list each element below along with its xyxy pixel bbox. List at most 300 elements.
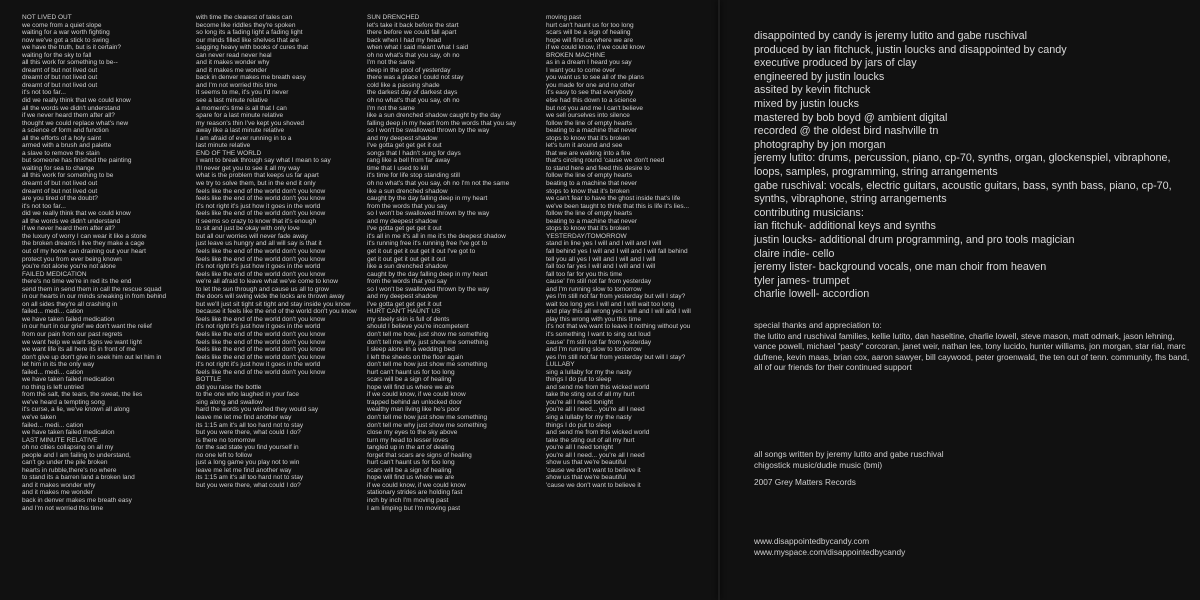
lyric-line: we're all afraid to leave what we've come to know xyxy=(196,278,338,286)
credit-line: mastered by bob boyd @ ambient digital xyxy=(754,111,948,124)
lyric-line: and send me from this wicked world xyxy=(546,429,650,437)
lyric-line: forget that scars are signs of healing xyxy=(367,451,472,459)
credit-line: gabe ruschival: vocals, electric guitars, acoustic guitars, bass, synth bass, piano, cp-70, synths, vibraphone, string arrangements xyxy=(754,179,1172,206)
lyric-line: so I won't be swallowed thrown by the way xyxy=(367,210,490,218)
lyric-line: dreamt of but not lived out xyxy=(22,187,98,195)
lyric-line: in our hurt in our grief we don't want the relief xyxy=(22,323,152,331)
lyric-line: with time the clearest of tales can xyxy=(196,14,293,21)
lyric-line: oh no what's that you say, oh no xyxy=(367,97,460,105)
credit-line: executive produced by jars of clay xyxy=(754,57,917,70)
lyric-line: from the salt, the tears, the sweat, the lies xyxy=(22,391,143,399)
lyric-line: don't tell me how, just show me something xyxy=(367,330,489,338)
lyric-line: failed... medi... cation xyxy=(22,308,84,316)
lyric-line: and I'm not worried this time xyxy=(22,504,104,512)
lyric-line: it's something I want to sing out loud xyxy=(546,330,651,338)
lyric-line: it's not right it's just how it goes in the world xyxy=(196,323,321,331)
lyric-line: back when I had my head xyxy=(367,36,442,44)
songwriting-credits xyxy=(754,449,1194,488)
lyric-line: it's easy to see that everybody xyxy=(546,89,634,97)
lyric-line: to stand here and feed this desire to xyxy=(546,164,650,172)
lyric-line: sagging heavy with books of cures that xyxy=(196,44,309,52)
song-last-minute-relative-continued xyxy=(196,14,374,150)
song-hurt-cant-haunt-us xyxy=(367,308,545,512)
lyric-line: play this wrong with you this time xyxy=(546,315,642,323)
lyric-line: inch by inch I'm moving past xyxy=(367,497,449,504)
lyric-line: let's take it back before the start xyxy=(367,21,459,29)
lyric-line: it's time for life stop standing still xyxy=(367,172,460,180)
lyric-line: I'm not the same xyxy=(367,104,415,112)
lyric-line: leave me let me find another way xyxy=(196,466,292,474)
lyric-line: feels like the end of the world don't you know xyxy=(196,270,326,278)
lyric-line: stops to know that it's broken xyxy=(546,134,630,142)
lyric-line: leave me let me find another way xyxy=(196,413,292,421)
lyric-line: feels like the end of the world don't you know xyxy=(196,187,326,195)
song-sun-drenched xyxy=(367,14,545,308)
lyric-line: hard the words you wished they would say xyxy=(196,406,319,414)
credit-line: assited by kevin fitchuck xyxy=(754,84,871,97)
lyric-line: a science of form and function xyxy=(22,127,109,135)
lyric-line: when what I said meant what I said xyxy=(367,44,469,52)
lyric-line: we come from a quiet slope xyxy=(22,21,102,29)
lyric-line: I am afraid of ever running in to a xyxy=(196,134,292,142)
lyric-line: there before we could fall apart xyxy=(367,29,457,37)
lyric-line: like a sun drenched shadow caught by the day xyxy=(367,112,501,120)
song-lullaby xyxy=(546,361,724,489)
credit-line: disappointed by candy is jeremy lutito and gabe ruschival xyxy=(754,30,1028,42)
lyric-line: it's not right it's just how it goes in the world xyxy=(196,361,321,369)
song-failed-medication xyxy=(22,271,200,437)
lyric-line: if we could know, if we could know xyxy=(367,481,466,489)
lyric-line: so I won't be swallowed thrown by the way xyxy=(367,127,490,135)
lyric-line: stops to know that it's broken xyxy=(546,225,630,233)
lyric-line: we sell ourselves into silence xyxy=(546,112,630,120)
credit-line: recorded @ the oldest bird nashville tn xyxy=(754,125,939,138)
lyric-line: feels like the end of the world don't you know xyxy=(196,338,326,346)
myspace-link[interactable]: www.myspace.com/disappointedbycandy xyxy=(754,546,906,557)
lyric-line: feels like the end of the world don't you know xyxy=(196,353,326,361)
lyric-line: our minds filled like shelves that are xyxy=(196,36,299,44)
song-title: LULLABY xyxy=(546,361,575,369)
website-link[interactable]: www.disappointedbycandy.com xyxy=(754,536,870,546)
lyric-line: beating to a machine that never xyxy=(546,180,638,188)
lyric-line: failed... medi... cation xyxy=(22,421,84,429)
lyric-line: oh no what's that you say, oh no xyxy=(367,51,460,59)
lyric-line: rang like a bell from far away xyxy=(367,157,451,165)
writers-line: all songs written by jeremy lutito and gabe ruschival xyxy=(754,449,944,459)
lyric-line: hurt can't haunt us for too long xyxy=(546,21,634,29)
lyric-line: all this work for something to be-- xyxy=(22,59,118,67)
lyric-line: there's no time we're in red its the end xyxy=(22,278,132,286)
lyric-line: stand in line yes I will and I will and I will xyxy=(546,240,662,248)
lyric-line: take the sting out of all my hurt xyxy=(546,391,635,399)
song-title: BOTTLE xyxy=(196,376,222,384)
lyric-line: we have taken failed medication xyxy=(22,315,115,323)
lyric-line: from our pain from our past regrets xyxy=(22,330,123,338)
lyric-line: we've heard a tempting song xyxy=(22,398,105,406)
lyric-line: and I'm running slow to tomorrow xyxy=(546,285,642,293)
lyric-line: in our hearts in our minds sneaking in from behind xyxy=(22,293,167,301)
lyric-line: waiting for sea to change xyxy=(22,164,95,172)
lyric-line: back in denver makes me breath easy xyxy=(22,497,132,504)
lyric-line: I am limping but I'm moving past xyxy=(367,504,460,512)
lyric-line: but you were there, what could I do? xyxy=(196,481,301,489)
lyric-line: it's not too far... xyxy=(22,202,66,210)
lyric-line: are you tired of the doubt? xyxy=(22,195,98,203)
lyric-line: just a long game you play not to win xyxy=(196,459,300,467)
lyric-line: yes I'm still not far from yesterday but will I stay? xyxy=(546,293,686,301)
lyric-line: the darkest day of darkest days xyxy=(367,89,458,97)
lyric-line: it seems so crazy to know that it's enough xyxy=(196,217,317,225)
credit-line: mixed by justin loucks xyxy=(754,97,860,110)
lyric-line: but not you and me I can't believe xyxy=(546,104,643,112)
lyric-line: cause' I'm still not far from yesterday xyxy=(546,338,652,346)
lyric-line: stationary strides are holding fast xyxy=(367,489,463,497)
thanks-heading: special thanks and appreciation to: xyxy=(754,320,882,330)
lyric-line: turn my head to lesser loves xyxy=(367,436,449,444)
lyric-line: and I'm not worried this time xyxy=(196,81,278,89)
lyric-line: become like riddles they're spoken xyxy=(196,21,296,29)
lyric-line: what is the problem that keeps us far apart xyxy=(196,172,319,180)
lyric-line: I left the sheets on the floor again xyxy=(367,353,464,361)
lyric-line: just leave us hungry and all will say is that it xyxy=(196,240,322,248)
lyric-line: caught by the day falling deep in my heart xyxy=(367,270,488,278)
lyric-line: and play this all wrong yes I will and I will and I will xyxy=(546,308,691,316)
lyric-line: and it makes wonder why xyxy=(22,481,96,489)
lyric-line: I've gotta get get get it out xyxy=(367,142,442,150)
lyric-line: let him in its the only way xyxy=(22,361,95,369)
lyric-line: waiting for a war worth fighting xyxy=(22,29,110,37)
credit-line: photography by jon morgan xyxy=(754,138,886,151)
lyric-line: hope will find us where we are xyxy=(367,383,455,391)
lyric-line: we have the truth, but is it certain? xyxy=(22,44,121,52)
lyric-line: fall too far for you this time xyxy=(546,270,623,278)
publisher-line: chigostick music/dudie music (bmi) xyxy=(754,459,883,470)
lyric-line: it's not too far... xyxy=(22,89,66,97)
song-bottle xyxy=(196,376,374,489)
lyric-line: we want life its all here its in front of me xyxy=(22,346,136,354)
lyric-line: if we could know, if we could know xyxy=(367,391,466,399)
lyric-line: stops to know that it's broken xyxy=(546,187,630,195)
lyric-line: caught by the day falling deep in my heart xyxy=(367,195,488,203)
album-credits xyxy=(754,30,1194,302)
lyric-line: and it makes me wonder xyxy=(196,66,267,74)
lyric-line: I'm not the same xyxy=(367,59,415,67)
lyric-line: and it makes wonder why xyxy=(196,59,270,67)
song-title: LAST MINUTE RELATIVE xyxy=(22,436,98,444)
lyric-line: can't go under the pile broken xyxy=(22,459,108,467)
lyric-line: for the sad state you find yourself in xyxy=(196,444,299,452)
lyric-line: failed... medi... cation xyxy=(22,368,84,376)
lyric-line: follow the line of empty hearts xyxy=(546,210,632,218)
lyric-line: back in denver makes me breath easy xyxy=(196,74,306,82)
lyric-line: is there no tomorrow xyxy=(196,436,256,444)
lyric-line: feels like the end of the world don't you know xyxy=(196,330,326,338)
lyric-line: to let the sun through and cause us all to grow xyxy=(196,285,329,293)
lyric-line: you made for one and no other xyxy=(546,81,635,89)
lyric-line: a slave to remove the stain xyxy=(22,149,100,157)
song-not-lived-out xyxy=(22,14,200,271)
song-title: FAILED MEDICATION xyxy=(22,270,87,278)
lyric-line: but you were there, what could I do? xyxy=(196,429,301,437)
credit-line: ian fitchuk- additional keys and synths xyxy=(754,220,936,233)
lyric-line: feels like the end of the world don't you know xyxy=(196,368,326,376)
lyric-line: we've been taught to think that this is life it's lies... xyxy=(546,202,690,210)
lyric-line: see a last minute relative xyxy=(196,97,268,105)
lyric-line: we've taken xyxy=(22,413,57,421)
lyric-line: trapped behind an unlocked door xyxy=(367,398,463,406)
lyric-line: and my deepest shadow xyxy=(367,293,438,301)
lyric-line: sing along and swallow xyxy=(196,398,263,406)
lyric-line: and I'm running slow to tomorrow xyxy=(546,346,642,354)
lyric-line: all the efforts of a holy saint xyxy=(22,134,102,142)
lyric-line: my steely skin is full of dents xyxy=(367,315,450,323)
lyric-line: falling deep in my heart from the words that you say xyxy=(367,119,516,127)
lyric-line: you're all I need... you're all I need xyxy=(546,451,645,459)
lyric-line: did we really think that we could know xyxy=(22,210,131,218)
lyric-line: the luxury of worry I can wear it like a stone xyxy=(22,232,147,240)
website-links xyxy=(754,536,1194,557)
lyric-line: feels like the end of the world don't you know xyxy=(196,247,326,255)
song-last-minute-relative xyxy=(22,437,200,512)
lyric-line: oh no what's that you say, oh no I'm not the same xyxy=(367,180,510,188)
song-title: BROKEN MACHINE xyxy=(546,51,606,59)
lyric-line: like a sun drenched shadow xyxy=(367,187,448,195)
lyric-line: send them in send them in call the rescue squad xyxy=(22,285,162,293)
lyric-line: show us that we're beautiful xyxy=(546,459,627,467)
lyric-line: hope will find us where we are xyxy=(546,36,634,44)
lyric-line: last minute relative xyxy=(196,142,251,150)
lyric-line: thought we could replace what's new xyxy=(22,119,129,127)
credit-line: contributing musicians: xyxy=(754,206,864,219)
lyric-line: my reason's thin I've kept you shoved xyxy=(196,119,304,127)
lyric-line: should I believe you're incompetent xyxy=(367,323,469,331)
lyric-line: feels like the end of the world don't you know xyxy=(196,255,326,263)
lyric-line: the doors will swing wide the locks are thrown away xyxy=(196,293,345,301)
lyrics-column-3 xyxy=(367,14,545,600)
lyric-line: so I won't be swallowed thrown by the way xyxy=(367,285,490,293)
lyric-line: all this work for something to be xyxy=(22,172,114,180)
lyric-line: you're not alone you're not alone xyxy=(22,263,116,271)
lyric-line: people and I am failing to understand, xyxy=(22,451,131,459)
lyric-line: beating to a machine that never xyxy=(546,217,638,225)
lyric-line: now we've got a stick to swing xyxy=(22,36,109,44)
lyrics-column-4 xyxy=(546,14,724,600)
lyrics-column-1 xyxy=(22,14,200,600)
lyric-line: sing a lullaby for my the nasty xyxy=(546,368,632,376)
lyric-line: beating to a machine that never xyxy=(546,127,638,135)
lyric-line: you're all I need... you're all I need xyxy=(546,406,645,414)
lyric-line: so long its a fading light a fading light xyxy=(196,29,303,37)
credit-line: jeremy lutito: drums, percussion, piano, cp-70, synths, organ, glockenspiel, vibraphone, loops, samples, programming, string arrangements xyxy=(754,152,1171,178)
lyric-line: sing a lullaby for my the nasty xyxy=(546,413,632,421)
lyric-line: as in a dream I heard you say xyxy=(546,59,632,67)
lyric-line: moving past xyxy=(546,14,582,21)
lyric-line: a moment's time is all that I can xyxy=(196,104,287,112)
lyric-line: like a sun drenched shadow xyxy=(367,263,448,271)
lyric-line: things I do put to sleep xyxy=(546,421,612,429)
lyric-line: no thing is left untried xyxy=(22,383,84,391)
song-title: SUN DRENCHED xyxy=(367,14,420,21)
credit-line: justin loucks- additional drum programming, and pro tools magician xyxy=(754,233,1075,246)
special-thanks xyxy=(754,320,1194,373)
lyric-line: its 1:15 am it's all too hard not to stay xyxy=(196,474,304,482)
lyric-line: the broken dreams I live they make a cage xyxy=(22,240,145,248)
lyric-line: from the words that you say xyxy=(367,202,447,210)
lyric-line: feels like the end of the world don't you know xyxy=(196,210,326,218)
lyric-line: and it makes me wonder xyxy=(22,489,93,497)
lyric-line: it's not right it's just how it goes in the world xyxy=(196,263,321,271)
lyric-line: and my deepest shadow xyxy=(367,134,438,142)
lyric-line: show us that we're beautiful xyxy=(546,474,627,482)
lyric-line: fall too far yes I will and I will and I will xyxy=(546,263,656,271)
song-title: HURT CAN'T HAUNT US xyxy=(367,308,441,316)
lyric-line: on all sides they're all crashing in xyxy=(22,300,118,308)
lyric-line: dreamt of but not lived out xyxy=(22,180,98,188)
credit-line: produced by ian fitchuck, justin loucks and disappointed by candy xyxy=(754,43,1067,56)
lyric-line: scars will be a sign of healing xyxy=(367,376,452,384)
lyrics-column-2 xyxy=(196,14,374,600)
lyric-line: you want us to see all of the plans xyxy=(546,74,644,82)
lyric-line: don't tell me how just show me something xyxy=(367,361,488,369)
lyric-line: deep in the pool of yesterday xyxy=(367,66,451,74)
lyric-line: that's circling round 'cause we don't need xyxy=(546,157,665,165)
lyric-line: don't tell me why just show me something xyxy=(367,421,487,429)
lyric-line: 'cause we don't want to believe it xyxy=(546,481,641,489)
lyric-line: if we never heard them after all? xyxy=(22,225,115,233)
lyric-line: all the words we didn't understand xyxy=(22,217,121,225)
lyric-line: hurt can't haunt us for too long xyxy=(367,368,455,376)
lyric-line: and send me from this wicked world xyxy=(546,383,650,391)
lyric-line: we try to solve them, but in the end it only xyxy=(196,180,316,188)
song-title: NOT LIVED OUT xyxy=(22,14,72,21)
lyric-line: 'cause we don't want to believe it xyxy=(546,466,641,474)
lyric-line: did you raise the bottle xyxy=(196,383,262,391)
lyric-line: because it feels like the end of the world don't you know xyxy=(196,308,357,316)
panel-fold xyxy=(718,0,720,600)
lyric-line: I've gotta get get get it out xyxy=(367,225,442,233)
lyric-line: waiting for the sky to fall xyxy=(22,51,92,59)
lyric-line: feels like the end of the world don't you know xyxy=(196,346,326,354)
lyric-line: tell you all yes I will and I will and I will xyxy=(546,255,656,263)
lyric-line: away like a last minute relative xyxy=(196,127,285,135)
lyric-line: I want to break through say what I mean to say xyxy=(196,157,331,165)
lyric-line: I'll never get you to see it all my way xyxy=(196,164,300,172)
lyric-line: it's running free it's running free I've got to xyxy=(367,240,488,248)
lyric-line: cause' I'm still not far from yesterday xyxy=(546,278,652,286)
lyric-line: songs that I hadn't sung for days xyxy=(367,149,461,157)
lyric-line: I sleep alone in a wedding bed xyxy=(367,346,455,354)
lyric-line: that we are walking into a fire xyxy=(546,149,631,157)
lyric-line: oh no cities collapsing on all my xyxy=(22,444,114,452)
lyric-line: don't tell me why, just show me something xyxy=(367,338,489,346)
song-hurt-cant-haunt-us-continued xyxy=(546,14,724,52)
lyric-line: but all our worries will never fade away xyxy=(196,232,308,240)
lyric-line: and my deepest shadow xyxy=(367,217,438,225)
lyric-line: fall behind yes I will and I will and I will fall behind xyxy=(546,247,688,255)
lyric-line: let's turn it around and see xyxy=(546,142,623,150)
lyric-line: I want you to come over xyxy=(546,66,616,74)
lyric-line: out of my home can draining out your heart xyxy=(22,247,146,255)
song-broken-machine xyxy=(546,52,724,233)
lyric-line: did we really think that we could know xyxy=(22,97,131,105)
lyric-line: you're all I need tonight xyxy=(546,398,614,406)
lyric-line: if we never heard them after all? xyxy=(22,112,115,120)
lyric-line: follow the line of empty hearts xyxy=(546,172,632,180)
lyric-line: hearts in rubble,there's no where xyxy=(22,466,117,474)
lyric-line: to stand its a barren land a broken land xyxy=(22,474,135,482)
lyric-line: feels like the end of the world don't you know xyxy=(196,315,326,323)
lyric-line: wait too long yes I will and I will wait too long xyxy=(546,300,675,308)
lyric-line: it's all in me it's all in me it's the deepest shadow xyxy=(367,232,506,240)
lyric-line: spare for a last minute relative xyxy=(196,112,284,120)
lyric-line: follow the line of empty hearts xyxy=(546,119,632,127)
lyric-line: get it out get it out get it out I've got to xyxy=(367,247,476,255)
lyric-line: hope will find us where we are xyxy=(367,474,455,482)
lyric-line: else had this down to a science xyxy=(546,97,637,105)
lyric-line: yes I'm still not far from yesterday but will I stay? xyxy=(546,353,686,361)
lyric-line: we want help we want signs we want light xyxy=(22,338,142,346)
lyric-line: things I do put to sleep xyxy=(546,376,612,384)
lyric-line: don't tell me how just show me something xyxy=(367,413,488,421)
lyric-line: tangled up in the art of dealing xyxy=(367,444,455,452)
song-title: YESTERDAY/TOMORROW xyxy=(546,232,627,240)
record-label: 2007 Grey Matters Records xyxy=(754,477,856,488)
lyric-line: there was a place I could not stay xyxy=(367,74,464,82)
lyric-line: dreamt of but not lived out xyxy=(22,81,98,89)
credit-line: engineered by justin loucks xyxy=(754,70,885,83)
lyric-line: close my eyes to the sky above xyxy=(367,429,458,437)
lyric-line: it's curse, a lie, we've known all along xyxy=(22,406,130,414)
lyric-line: to the one who laughed in your face xyxy=(196,391,299,399)
lyric-line: scars will be a sign of healing xyxy=(367,466,452,474)
song-yesterday-tomorrow xyxy=(546,233,724,361)
song-end-of-the-world xyxy=(196,150,374,376)
lyric-line: hurt can't haunt us for too long xyxy=(367,459,455,467)
lyric-line: from the words that you say xyxy=(367,278,447,286)
lyric-line: it's not that we want to leave it nothing without you xyxy=(546,323,691,331)
lyric-line: can never read never heal xyxy=(196,51,272,59)
thanks-body: the lutito and ruschival families, kellie lutito, dan haseltine, charlie lowell, steve mason, matt odmark, jason lehning, vance powell, michael "pasty" corcoran, janet weir, nathan lee, tony lucido, hunter williams, jon morgan, star rial, marc dufrene, kevin maas, brian cox, aaron sawyer, bill caywood, peter groenwald, the ten out of tenn. community, fhs band, all of our friends for their continued support xyxy=(754,330,1190,373)
credit-line: charlie lowell- accordion xyxy=(754,288,870,301)
lyric-line: you're all I need tonight xyxy=(546,444,614,452)
lyric-line: dreamt of but not lived out xyxy=(22,66,98,74)
lyric-line: but someone has finished the painting xyxy=(22,157,132,165)
credit-line: claire indie- cello xyxy=(754,247,835,260)
lyric-line: feels like the end of the world don't you know xyxy=(196,195,326,203)
lyric-line: time that I used to kill xyxy=(367,164,429,172)
lyric-line: all the words we didn't understand xyxy=(22,104,121,112)
lyric-line: cold like a passing shade xyxy=(367,81,440,89)
lyric-line: it's not right it's just how it goes in the world xyxy=(196,202,321,210)
lyric-line: it seems to me, it's you I'd never xyxy=(196,89,289,97)
credit-line: jeremy lister- background vocals, one man choir from heaven xyxy=(754,261,1047,274)
song-title: END OF THE WORLD xyxy=(196,149,262,157)
lyric-line: wealthy man living like he's poor xyxy=(367,406,461,414)
lyric-line: get it out get it out get it out xyxy=(367,255,446,263)
lyric-line: protect you from ever being known xyxy=(22,255,122,263)
lyric-line: to sit and just be okay with only love xyxy=(196,225,300,233)
lyric-line: I've gotta get get get it out xyxy=(367,300,442,308)
lyric-line: but we'll just sit tight sit tight and stay inside you know xyxy=(196,300,351,308)
lyric-line: dreamt of but not lived out xyxy=(22,74,98,82)
lyric-line: if we could know, if we could know xyxy=(546,44,645,52)
lyric-line: scars will be a sign of healing xyxy=(546,29,631,37)
lyric-line: take the sting out of all my hurt xyxy=(546,436,635,444)
lyric-line: we can't fear to have the ghost inside that's life xyxy=(546,195,681,203)
lyric-line: don't give up don't give in seek him out let him in xyxy=(22,353,162,361)
lyric-line: we have taken failed medication xyxy=(22,429,115,437)
lyric-line: armed with a brush and palette xyxy=(22,142,112,150)
